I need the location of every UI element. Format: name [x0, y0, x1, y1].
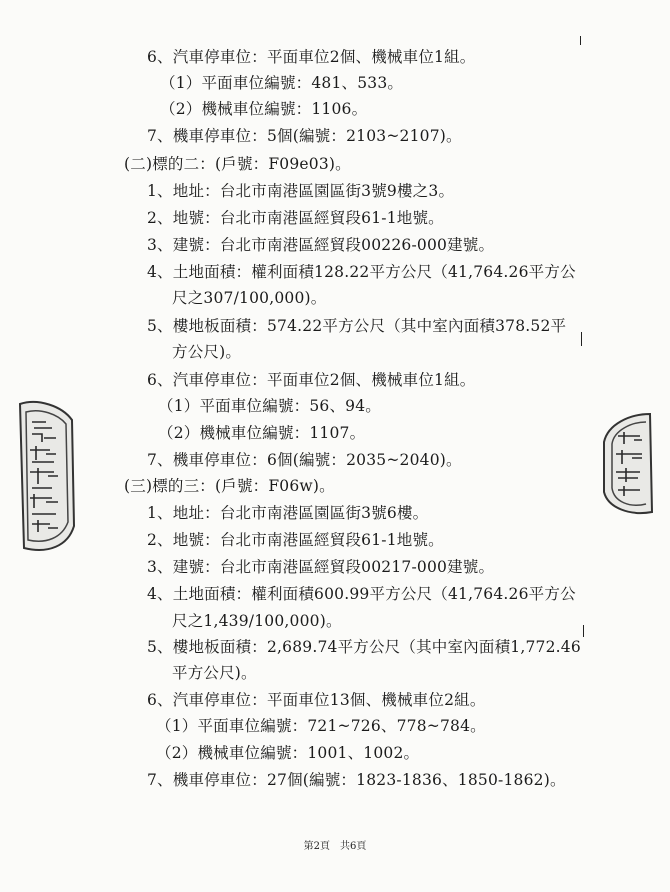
text-line: 4、土地面積：權利面積600.99平方公尺（41,764.26平方公: [147, 585, 576, 603]
scan-mark: [581, 332, 582, 346]
text-line: 5、樓地板面積：2,689.74平方公尺（其中室內面積1,772.46: [147, 638, 581, 656]
text-line: 1、地址：台北市南港區園區街3號9樓之3。: [147, 182, 455, 200]
text-line: （2）機械車位編號：1106。: [160, 100, 368, 118]
text-line: （1）平面車位編號：721~726、778~784。: [156, 717, 486, 735]
text-line: 平方公尺)。: [172, 664, 257, 682]
text-line: （1）平面車位編號：56、94。: [158, 397, 382, 415]
text-line: 3、建號：台北市南港區經貿段00217-000建號。: [147, 558, 495, 576]
text-line: 5、樓地板面積：574.22平方公尺（其中室內面積378.52平: [147, 317, 567, 335]
text-line: 7、機車停車位：27個(編號：1823-1836、1850-1862)。: [147, 771, 566, 789]
text-line: 7、機車停車位：5個(編號：2103~2107)。: [147, 127, 462, 145]
page-number-footer: 第2頁 共6頁: [303, 841, 367, 852]
scan-mark: [583, 625, 584, 637]
text-line: 1、地址：台北市南港區園區街3號6樓。: [147, 504, 429, 522]
text-line: （2）機械車位編號：1001、1002。: [156, 744, 420, 762]
text-line: 7、機車停車位：6個(編號：2035~2040)。: [147, 451, 462, 469]
section-heading: (三)標的三：(戶號：F06w)。: [124, 477, 335, 495]
text-line: （2）機械車位編號：1107。: [158, 424, 366, 442]
text-line: 6、汽車停車位：平面車位13個、機械車位2組。: [147, 691, 486, 709]
right-seal-stamp-icon: [600, 412, 654, 516]
text-line: 2、地號：台北市南港區經貿段61-1地號。: [147, 209, 444, 227]
text-line: 6、汽車停車位：平面車位2個、機械車位1組。: [147, 48, 476, 66]
text-line: 4、土地面積：權利面積128.22平方公尺（41,764.26平方公: [147, 263, 576, 281]
text-line: 6、汽車停車位：平面車位2個、機械車位1組。: [147, 371, 476, 389]
text-line: （1）平面車位編號：481、533。: [160, 74, 404, 92]
text-line: 尺之307/100,000)。: [172, 289, 327, 307]
scan-mark: [580, 36, 581, 45]
section-heading: (二)標的二：(戶號：F09e03)。: [124, 155, 351, 173]
text-line: 尺之1,439/100,000)。: [172, 612, 342, 630]
left-seal-stamp-icon: [18, 398, 76, 556]
text-line: 3、建號：台北市南港區經貿段00226-000建號。: [147, 236, 495, 254]
text-line: 方公尺)。: [172, 343, 242, 361]
text-line: 2、地號：台北市南港區經貿段61-1地號。: [147, 531, 444, 549]
